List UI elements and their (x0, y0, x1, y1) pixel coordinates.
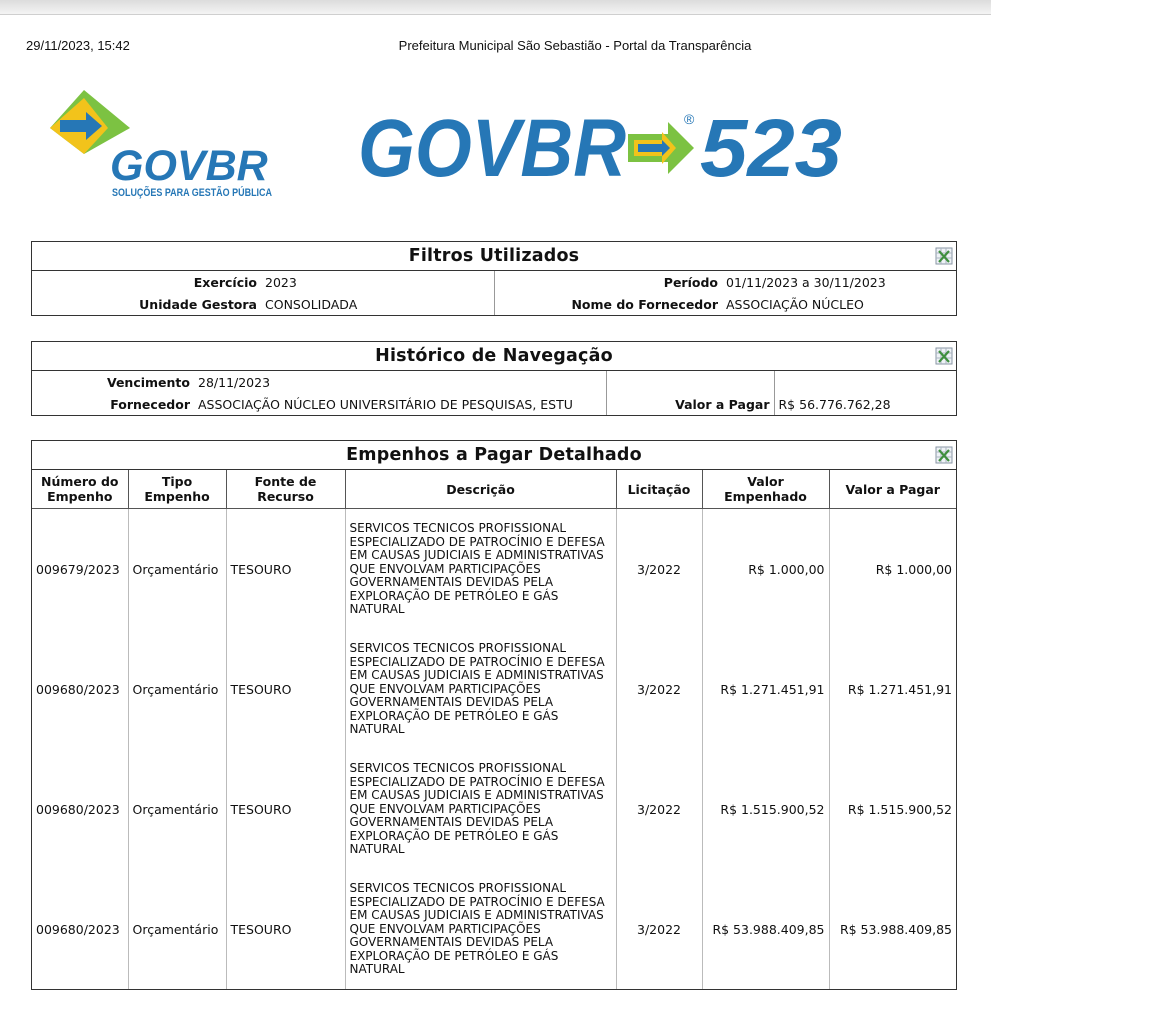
cell-numero[interactable]: 009680/2023 (32, 749, 128, 869)
filters-table (32, 271, 956, 315)
cell-tipo: Orçamentário (128, 869, 226, 989)
cell-licitacao: 3/2022 (616, 869, 702, 989)
registered-mark: ® (684, 111, 695, 127)
govbr-523-number: 523 (700, 103, 842, 194)
history-title: Histórico de Navegação (375, 346, 613, 366)
cell-valor-empenhado: R$ 53.988.409,85 (702, 869, 829, 989)
valor-a-pagar-label: Valor a Pagar (606, 393, 774, 415)
cell-licitacao: 3/2022 (616, 749, 702, 869)
export-excel-icon[interactable] (935, 446, 953, 464)
cell-numero[interactable]: 009680/2023 (32, 869, 128, 989)
cell-descricao: SERVICOS TECNICOS PROFISSIONAL ESPECIALIZADO DE PATROCÍNIO E DEFESA EM CAUSAS JUDICIAIS E ADMINISTRATIVAS QUE ENVOLVAM PARTICIPAÇÕES GOVERNAMENTAIS DEVIDAS PELA EXPLORAÇÃO DE PETRÓLEO E GÁS NATURAL (345, 869, 616, 989)
fornecedor-value: ASSOCIAÇÃO NÚCLEO UNIVERSITÁRIO DE PESQUISAS, ESTU (194, 393, 606, 415)
fornecedor-label: Fornecedor (110, 396, 190, 412)
col-licitacao[interactable]: Licitação (616, 470, 702, 509)
cell-licitacao: 3/2022 (616, 509, 702, 630)
govbr-large-text: GOVBR (358, 103, 626, 194)
print-datetime: 29/11/2023, 15:42 (26, 38, 130, 53)
cell-fonte: TESOURO (226, 869, 345, 989)
valor-a-pagar-value: R$ 56.776.762,28 (778, 396, 891, 412)
cell-descricao: SERVICOS TECNICOS PROFISSIONAL ESPECIALIZADO DE PATROCÍNIO E DEFESA EM CAUSAS JUDICIAIS E ADMINISTRATIVAS QUE ENVOLVAM PARTICIPAÇÕES GOVERNAMENTAIS DEVIDAS PELA EXPLORAÇÃO DE PETRÓLEO E GÁS NATURAL (345, 749, 616, 869)
history-panel (31, 341, 957, 416)
browser-print-bar (0, 0, 991, 15)
col-valor-empenhado[interactable]: Valor Empenhado (702, 470, 829, 509)
cell-valor-pagar: R$ 1.515.900,52 (847, 801, 952, 817)
cell-valor-pagar: R$ 1.000,00 (875, 561, 952, 577)
empenhos-table (32, 470, 956, 989)
vencimento-value: 28/11/2023 (194, 371, 606, 393)
cell-numero[interactable]: 009680/2023 (32, 629, 128, 749)
table-row[interactable] (32, 749, 956, 869)
filters-title: Filtros Utilizados (408, 246, 580, 266)
vencimento-label: Vencimento (106, 374, 190, 390)
cell-fonte: TESOURO (226, 509, 345, 630)
col-tipo-empenho[interactable]: Tipo Empenho (128, 470, 226, 509)
col-descricao[interactable]: Descrição (345, 470, 616, 509)
govbr-arrow-icon (628, 122, 694, 174)
cell-valor-pagar: R$ 1.271.451,91 (847, 681, 952, 697)
cell-valor-empenhado: R$ 1.271.451,91 (702, 629, 829, 749)
govbr-logo-small (46, 88, 309, 206)
table-row[interactable] (32, 629, 956, 749)
cell-descricao: SERVICOS TECNICOS PROFISSIONAL ESPECIALIZADO DE PATROCÍNIO E DEFESA EM CAUSAS JUDICIAIS E ADMINISTRATIVAS QUE ENVOLVAM PARTICIPAÇÕES GOVERNAMENTAIS DEVIDAS PELA EXPLORAÇÃO DE PETRÓLEO E GÁS NATURAL (345, 629, 616, 749)
print-page-title: Prefeitura Municipal São Sebastião - Portal da Transparência (398, 38, 752, 53)
exercicio-value: 2023 (261, 271, 494, 293)
table-header-row (32, 470, 956, 509)
govbr-logo-small-text: GOVBR (110, 142, 268, 190)
filters-panel (31, 241, 957, 316)
cell-valor-empenhado: R$ 1.000,00 (702, 509, 829, 630)
exercicio-label: Exercício (193, 274, 257, 290)
cell-descricao: SERVICOS TECNICOS PROFISSIONAL ESPECIALIZADO DE PATROCÍNIO E DEFESA EM CAUSAS JUDICIAIS E ADMINISTRATIVAS QUE ENVOLVAM PARTICIPAÇÕES GOVERNAMENTAIS DEVIDAS PELA EXPLORAÇÃO DE PETRÓLEO E GÁS NATURAL (345, 509, 616, 630)
fornecedor-filter-value: ASSOCIAÇÃO NÚCLEO (726, 296, 864, 312)
fornecedor-filter-label: Nome do Fornecedor (571, 296, 718, 312)
table-row[interactable] (32, 509, 956, 630)
empenhos-title: Empenhos a Pagar Detalhado (346, 445, 642, 465)
cell-licitacao: 3/2022 (616, 629, 702, 749)
unidade-gestora-label: Unidade Gestora (139, 296, 257, 312)
cell-valor-pagar: R$ 53.988.409,85 (839, 921, 952, 937)
cell-numero[interactable]: 009679/2023 (32, 509, 128, 630)
export-excel-icon[interactable] (935, 347, 953, 365)
col-valor-a-pagar[interactable]: Valor a Pagar (829, 470, 956, 509)
cell-fonte: TESOURO (226, 749, 345, 869)
col-fonte-recurso[interactable]: Fonte de Recurso (226, 470, 345, 509)
cell-tipo: Orçamentário (128, 509, 226, 630)
cell-tipo: Orçamentário (128, 629, 226, 749)
govbr-tagline: SOLUÇÕES PARA GESTÃO PÚBLICA (112, 187, 309, 199)
table-row[interactable] (32, 869, 956, 989)
unidade-gestora-value: CONSOLIDADA (261, 293, 494, 315)
periodo-label: Período (663, 274, 718, 290)
cell-valor-empenhado: R$ 1.515.900,52 (702, 749, 829, 869)
export-excel-icon[interactable] (935, 247, 953, 265)
col-numero-empenho[interactable]: Número do Empenho (32, 470, 128, 509)
govbr-523-logo (356, 100, 856, 194)
history-table (32, 371, 956, 415)
periodo-value: 01/11/2023 a 30/11/2023 (726, 274, 886, 290)
cell-tipo: Orçamentário (128, 749, 226, 869)
empenhos-panel (31, 440, 957, 990)
cell-fonte: TESOURO (226, 629, 345, 749)
